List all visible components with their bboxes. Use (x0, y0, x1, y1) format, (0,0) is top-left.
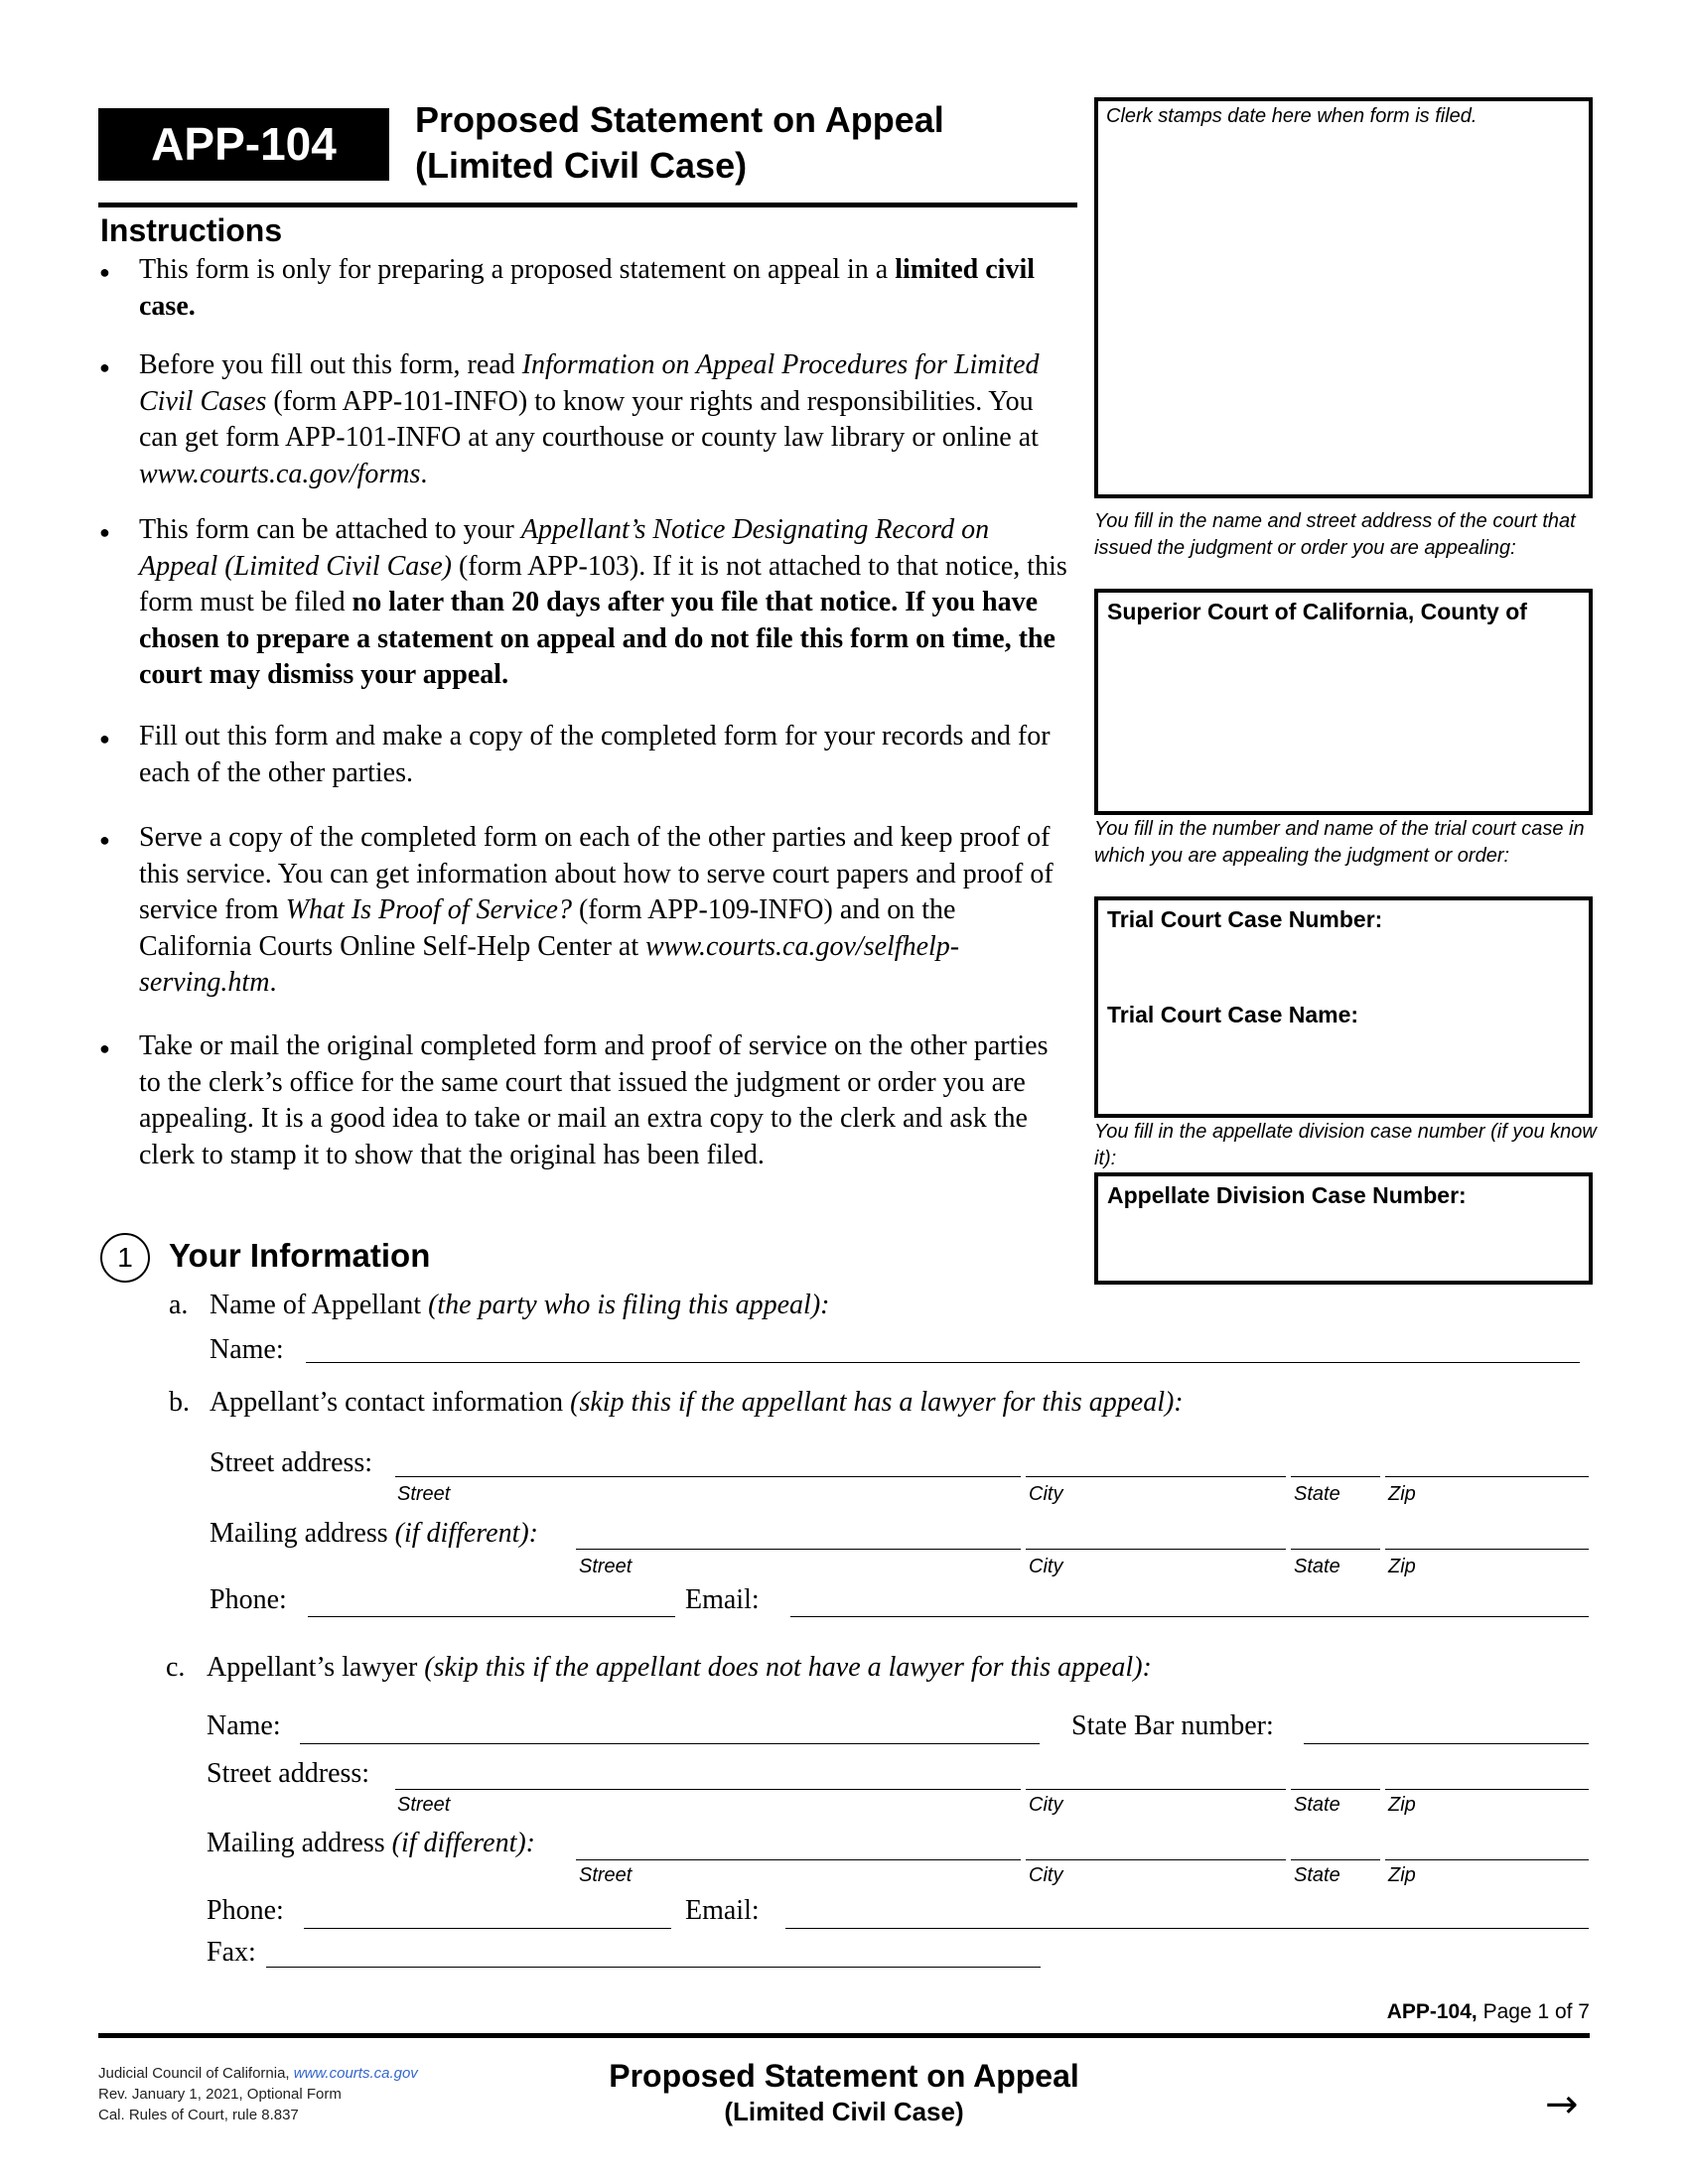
city-field[interactable] (1026, 1476, 1286, 1477)
trial-case-number-label: Trial Court Case Number: (1107, 906, 1383, 932)
lawyer-zip-field[interactable] (1385, 1789, 1589, 1790)
city-caption: City (1029, 1864, 1063, 1886)
state-caption: State (1294, 1864, 1340, 1886)
footer-title: Proposed Statement on Appeal (609, 2058, 1079, 2094)
bullet-icon: ● (99, 729, 110, 749)
appellate-case-number-label: Appellate Division Case Number: (1107, 1182, 1467, 1208)
instruction-text: (form APP-103). If it is not attached to that notice, this form must be filed (139, 550, 1067, 617)
city-caption: City (1029, 1483, 1063, 1505)
state-caption: State (1294, 1556, 1340, 1577)
instruction-link: www.courts.ca.gov/forms (139, 458, 421, 489)
zip-caption: Zip (1388, 1864, 1416, 1886)
item-a-label: Name of Appellant (210, 1290, 429, 1320)
footer-meta (98, 2063, 418, 2125)
lawyer-mailing-street-field[interactable] (576, 1859, 1021, 1860)
instruction-item (139, 820, 1072, 1002)
clerk-stamp-label: Clerk stamps date here when form is filed. (1106, 105, 1477, 127)
lawyer-name-field[interactable] (300, 1743, 1040, 1744)
clerk-stamp-box (1094, 97, 1593, 498)
section-title: Your Information (169, 1237, 431, 1274)
item-b-text (210, 1386, 1184, 1420)
instruction-text: This form can be attached to your (139, 514, 521, 545)
form-title-line2: (Limited Civil Case) (415, 145, 748, 186)
city-caption: City (1029, 1794, 1063, 1816)
instruction-text: . (269, 967, 277, 998)
appellate-case-box[interactable] (1094, 1172, 1593, 1285)
item-b-note: (skip this if the appellant has a lawyer for this appeal): (570, 1387, 1184, 1418)
next-page-arrow-icon[interactable]: → (1545, 2082, 1579, 2127)
lawyer-street-address-label: Street address: (207, 1758, 370, 1789)
instruction-text: Serve a copy of the completed form on each of the other parties and keep proof of this service. You can get information about how to serve court papers and proof of service from (139, 822, 1054, 925)
lawyer-name-label: Name: (207, 1710, 281, 1741)
instruction-text-italic: What Is Proof of Service? (285, 894, 572, 925)
trial-case-box[interactable] (1094, 896, 1593, 1118)
section-number-badge: 1 (100, 1233, 150, 1283)
appellate-hint: You fill in the appellate division case number (if you know it): (1094, 1121, 1597, 1169)
item-c-label: Appellant’s lawyer (207, 1652, 425, 1683)
trial-case-name-label: Trial Court Case Name: (1107, 1002, 1359, 1027)
fax-label: Fax: (207, 1937, 256, 1968)
street-caption: Street (579, 1864, 633, 1886)
instruction-text: (form APP-109-INFO) and on the California Courts Online Self-Help Center at (139, 894, 956, 962)
item-a-note: (the party who is filing this appeal): (428, 1290, 830, 1320)
phone-field[interactable] (308, 1616, 675, 1617)
email-label: Email: (685, 1584, 760, 1615)
street-caption: Street (579, 1556, 633, 1577)
court-box[interactable] (1094, 589, 1593, 815)
bullet-icon: ● (99, 1038, 110, 1058)
lawyer-mailing-state-field[interactable] (1291, 1859, 1380, 1860)
appellant-name-label: Name: (210, 1334, 284, 1365)
instruction-item (139, 512, 1072, 694)
instruction-text-italic: Information on Appeal Procedures for Limited Civil Cases (139, 349, 1040, 417)
page-count: Page 1 of 7 (1477, 2000, 1590, 2023)
instruction-text-bold: limited civil case. (139, 254, 1036, 322)
state-caption: State (1294, 1483, 1340, 1505)
case-hint: You fill in the number and name of the trial court case in which you are appealing the judgment or order: (1094, 818, 1585, 867)
zip-caption: Zip (1388, 1794, 1416, 1816)
lawyer-street-field[interactable] (395, 1789, 1021, 1790)
footer-divider (98, 2033, 1590, 2038)
zip-caption: Zip (1388, 1483, 1416, 1505)
bullet-icon: ● (99, 522, 110, 542)
title-divider (98, 203, 1077, 207)
mailing-note: (if different): (394, 1518, 539, 1549)
instruction-text-italic: Appellant’s Notice Designating Record on Appeal (Limited Civil Case) (139, 514, 990, 582)
instruction-text-bold: no later than 20 days after you file that notice. If you have chosen to prepare a statement on appeal and do not file this form on time, the court may dismiss your appeal. (139, 587, 1055, 690)
mailing-zip-field[interactable] (1385, 1549, 1589, 1550)
appellant-name-field[interactable] (306, 1362, 1580, 1363)
instruction-item (139, 252, 1072, 325)
footer-council-link[interactable]: www.courts.ca.gov (293, 2065, 418, 2082)
footer-rev: Rev. January 1, 2021, Optional Form (98, 2086, 342, 2103)
instruction-item (139, 347, 1072, 492)
page-form-id: APP-104, (1386, 2000, 1477, 2023)
item-c-note: (skip this if the appellant does not have a lawyer for this appeal): (424, 1652, 1152, 1683)
instruction-text: Fill out this form and make a copy of the completed form for your records and for each of the other parties. (139, 721, 1051, 788)
form-title-line1: Proposed Statement on Appeal (415, 99, 944, 140)
item-c-letter: c. (166, 1652, 186, 1683)
item-c-text (207, 1651, 1152, 1685)
item-b-label: Appellant’s contact information (210, 1387, 571, 1418)
state-caption: State (1294, 1794, 1340, 1816)
lawyer-state-field[interactable] (1291, 1789, 1380, 1790)
street-caption: Street (397, 1794, 451, 1816)
city-caption: City (1029, 1556, 1063, 1577)
bullet-icon: ● (99, 830, 110, 850)
footer-council: Judicial Council of California, (98, 2065, 294, 2082)
lawyer-email-label: Email: (685, 1895, 760, 1926)
mailing-label: Mailing address (210, 1518, 395, 1549)
instruction-item (139, 719, 1072, 791)
state-bar-label: State Bar number: (1071, 1710, 1274, 1741)
phone-label: Phone: (210, 1584, 287, 1615)
mailing-state-field[interactable] (1291, 1549, 1380, 1550)
lawyer-mailing-city-field[interactable] (1026, 1859, 1286, 1860)
lawyer-phone-label: Phone: (207, 1895, 284, 1926)
form-id-badge: APP-104 (98, 108, 389, 181)
page-number (1387, 2000, 1590, 2024)
instruction-text: . (420, 458, 428, 489)
instruction-text: This form is only for preparing a proposed statement on appeal in a (139, 254, 896, 285)
state-field[interactable] (1291, 1476, 1380, 1477)
item-a-text (210, 1289, 829, 1322)
lawyer-mailing-zip-field[interactable] (1385, 1859, 1589, 1860)
mailing-city-field[interactable] (1026, 1549, 1286, 1550)
item-b-letter: b. (169, 1387, 190, 1418)
mailing-note: (if different): (391, 1828, 536, 1858)
lawyer-email-field[interactable] (785, 1928, 1589, 1929)
instruction-item (139, 1028, 1072, 1173)
email-field[interactable] (790, 1616, 1589, 1617)
instruction-text: (form APP-101-INFO) to know your rights and responsibilities. You can get form APP-101-INFO at any courthouse or county law library or online at (139, 385, 1039, 453)
lawyer-city-field[interactable] (1026, 1789, 1286, 1790)
lawyer-mailing-address-label (207, 1827, 535, 1860)
instruction-text: Take or mail the original completed form and proof of service on the other parties to the clerk’s office for the same court that issued the judgment or order you are appealing. It is a good idea to take or mail an extra copy to the clerk and ask the clerk to stamp it to show that the original has been filed. (139, 1030, 1049, 1170)
court-label: Superior Court of California, County of (1107, 599, 1527, 624)
street-caption: Street (397, 1483, 451, 1505)
mailing-label: Mailing address (207, 1828, 392, 1858)
street-field[interactable] (395, 1476, 1021, 1477)
bullet-icon: ● (99, 357, 110, 377)
court-hint: You fill in the name and street address of the court that issued the judgment or order you are appealing: (1094, 510, 1576, 559)
footer-subtitle: (Limited Civil Case) (724, 2097, 964, 2126)
form-title (415, 97, 944, 189)
mailing-street-field[interactable] (576, 1549, 1021, 1550)
footer-rule-ref: Cal. Rules of Court, rule 8.837 (98, 2107, 299, 2123)
instructions-heading: Instructions (100, 212, 283, 248)
item-a-letter: a. (169, 1290, 189, 1320)
zip-caption: Zip (1388, 1556, 1416, 1577)
state-bar-field[interactable] (1304, 1743, 1589, 1744)
mailing-address-label (210, 1517, 538, 1551)
instruction-link: www.courts.ca.gov/selfhelp-serving.htm (139, 930, 960, 998)
lawyer-phone-field[interactable] (304, 1928, 671, 1929)
instruction-text: Before you fill out this form, read (139, 349, 522, 380)
street-address-label: Street address: (210, 1447, 373, 1478)
fax-field[interactable] (266, 1967, 1041, 1968)
bullet-icon: ● (99, 262, 110, 282)
zip-field[interactable] (1385, 1476, 1589, 1477)
footer-council-line (98, 2063, 418, 2084)
